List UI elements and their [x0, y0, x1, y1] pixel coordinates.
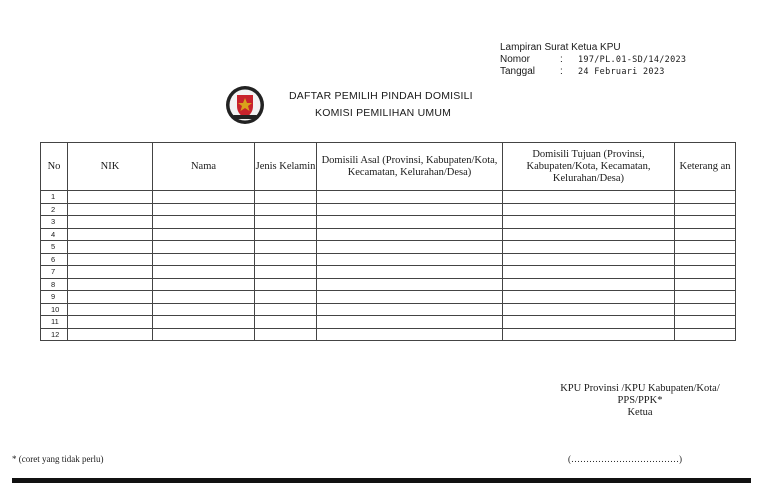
table-cell: [317, 291, 503, 304]
table-cell: [255, 241, 317, 254]
table-cell: [68, 266, 153, 279]
table-cell: [255, 253, 317, 266]
table-cell: [153, 191, 255, 204]
table-cell: [503, 228, 675, 241]
table-cell: [317, 328, 503, 341]
footnote: * (coret yang tidak perlu): [12, 454, 104, 464]
table-cell: [675, 241, 736, 254]
table-cell: [68, 253, 153, 266]
signature-block: [520, 383, 760, 419]
row-number: 3: [41, 216, 68, 229]
table-cell: [503, 291, 675, 304]
table-cell: [68, 228, 153, 241]
table-cell: [68, 328, 153, 341]
signature-name-placeholder: (………………………………): [568, 454, 682, 464]
table-cell: [675, 303, 736, 316]
nomor-value: 197/PL.01-SD/14/2023: [578, 55, 687, 65]
table-cell: [503, 278, 675, 291]
table-cell: [68, 203, 153, 216]
signature-office: KPU Provinsi /KPU Kabupaten/Kota/: [560, 383, 720, 394]
table-cell: [153, 328, 255, 341]
row-number: 4: [41, 228, 68, 241]
table-cell: [255, 291, 317, 304]
table-cell: [317, 241, 503, 254]
tanggal-colon: :: [560, 66, 563, 77]
header-nama: Nama: [153, 143, 255, 191]
table-cell: [255, 278, 317, 291]
table-cell: [255, 228, 317, 241]
table-cell: [68, 291, 153, 304]
row-number: 8: [41, 278, 68, 291]
table-cell: [317, 253, 503, 266]
table-cell: [68, 191, 153, 204]
table-cell: [675, 266, 736, 279]
row-number: 10: [41, 303, 68, 316]
table-cell: [675, 253, 736, 266]
table-cell: [255, 316, 317, 329]
table-row: [41, 253, 736, 266]
bottom-divider: [12, 478, 751, 483]
table-cell: [317, 303, 503, 316]
table-cell: [68, 316, 153, 329]
table-row: [41, 203, 736, 216]
table-row: [41, 191, 736, 204]
nomor-colon: :: [560, 54, 563, 65]
table-cell: [675, 316, 736, 329]
table-cell: [675, 328, 736, 341]
table-cell: [255, 191, 317, 204]
table-row: [41, 278, 736, 291]
nomor-row: [500, 54, 686, 66]
table-cell: [153, 203, 255, 216]
table-cell: [317, 228, 503, 241]
row-number: 11: [41, 316, 68, 329]
table-cell: [68, 216, 153, 229]
document-title: DAFTAR PEMILIH PINDAH DOMISILI: [289, 90, 473, 102]
table-cell: [68, 241, 153, 254]
header-domisili-tujuan: Domisili Tujuan (Provinsi, Kabupaten/Kota, Kecamatan, Kelurahan/Desa): [503, 143, 675, 191]
table-header-row: [41, 143, 736, 191]
table-cell: [153, 216, 255, 229]
table-cell: [317, 278, 503, 291]
table-cell: [153, 241, 255, 254]
tanggal-row: [500, 66, 686, 78]
table-cell: [317, 316, 503, 329]
table-cell: [675, 278, 736, 291]
attachment-line: Lampiran Surat Ketua KPU: [500, 42, 621, 53]
table-cell: [153, 291, 255, 304]
table-row: [41, 316, 736, 329]
header-keterangan: Keterang an: [675, 143, 736, 191]
table-cell: [317, 203, 503, 216]
table-cell: [153, 266, 255, 279]
table-cell: [153, 278, 255, 291]
document-reference: [500, 42, 686, 78]
row-number: 9: [41, 291, 68, 304]
table-cell: [675, 191, 736, 204]
table-cell: [503, 303, 675, 316]
table-cell: [255, 303, 317, 316]
row-number: 7: [41, 266, 68, 279]
table-cell: [675, 291, 736, 304]
row-number: 1: [41, 191, 68, 204]
signature-office-2: PPS/PPK*: [617, 395, 663, 406]
tanggal-label: Tanggal: [500, 66, 536, 77]
table-cell: [68, 303, 153, 316]
table-cell: [503, 328, 675, 341]
table-cell: [153, 316, 255, 329]
table-cell: [503, 241, 675, 254]
table-cell: [675, 228, 736, 241]
table-cell: [255, 328, 317, 341]
header-jenis-kelamin: Jenis Kelamin: [255, 143, 317, 191]
table-row: [41, 228, 736, 241]
table-cell: [503, 191, 675, 204]
voter-table: [40, 142, 736, 341]
nomor-label: Nomor: [500, 54, 531, 65]
table-row: [41, 303, 736, 316]
table-cell: [255, 203, 317, 216]
document-subtitle: KOMISI PEMILIHAN UMUM: [315, 107, 452, 119]
header-domisili-asal: Domisili Asal (Provinsi, Kabupaten/Kota, Kecamatan, Kelurahan/Desa): [317, 143, 503, 191]
signature-role: Ketua: [627, 407, 653, 418]
table-cell: [68, 278, 153, 291]
row-number: 12: [41, 328, 68, 341]
table-cell: [317, 216, 503, 229]
table-cell: [153, 228, 255, 241]
table-cell: [255, 216, 317, 229]
kpu-emblem-icon: [224, 84, 266, 126]
tanggal-value: 24 Februari 2023: [578, 67, 665, 77]
row-number: 2: [41, 203, 68, 216]
table-row: [41, 266, 736, 279]
table-cell: [153, 253, 255, 266]
table-cell: [675, 203, 736, 216]
table-cell: [255, 266, 317, 279]
header-nik: NIK: [68, 143, 153, 191]
table-cell: [503, 253, 675, 266]
row-number: 5: [41, 241, 68, 254]
table-cell: [675, 216, 736, 229]
table-cell: [503, 266, 675, 279]
table-cell: [153, 303, 255, 316]
table-row: [41, 291, 736, 304]
table-row: [41, 328, 736, 341]
row-number: 6: [41, 253, 68, 266]
table-row: [41, 216, 736, 229]
table-cell: [317, 266, 503, 279]
table-cell: [317, 191, 503, 204]
table-cell: [503, 203, 675, 216]
table-cell: [503, 216, 675, 229]
table-row: [41, 241, 736, 254]
table-cell: [503, 316, 675, 329]
header-no: No: [41, 143, 68, 191]
